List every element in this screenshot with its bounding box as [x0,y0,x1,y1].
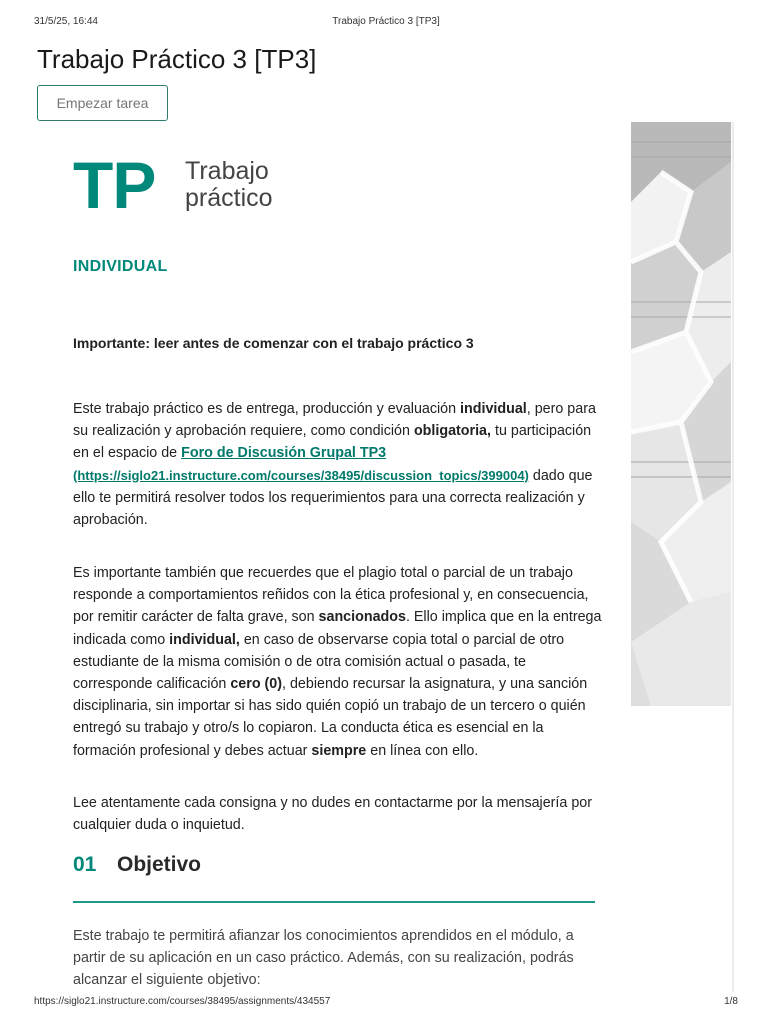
paragraph-objective [73,925,603,992]
print-header [34,16,738,30]
paragraph-contact-text: Lee atentamente cada consigna y no dudes en contactarme por la mensajería por cualquier duda o inquietud. [73,795,592,834]
tp-logo-letters: TP [73,148,156,222]
emphasis: individual [460,401,527,417]
page-title: Trabajo Práctico 3 [TP3] [37,44,317,74]
individual-label: INDIVIDUAL [73,258,168,275]
start-assignment-button[interactable]: Empezar tarea [37,85,168,121]
print-datetime: 31/5/25, 16:44 [34,16,98,27]
print-footer-url: https://siglo21.instructure.com/courses/38495/assignments/434557 [34,996,331,1007]
important-heading: Importante: leer antes de comenzar con el trabajo práctico 3 [73,335,474,351]
section-number: 01 [73,853,97,876]
paragraph-plagiarism [73,562,603,762]
emphasis: obligatoria, [413,423,491,440]
forum-link[interactable]: Foro de Discusión Grupal TP3 [181,445,387,462]
print-page-number: 1/8 [724,996,738,1007]
paragraph-contact [73,792,603,836]
section-heading-objetivo [73,853,595,903]
paragraph-requirements [73,398,603,531]
print-title: Trabajo Práctico 3 [TP3] [332,16,440,27]
tp-logo [73,150,293,220]
banner-architecture-image [631,122,731,706]
paragraph-objective-text: Este trabajo te permitirá afianzar los conocimientos aprendidos en el módulo, a partir de su aplicación en un caso práctico. Además, con su realización, podrás alcanzar el siguiente objetivo: [73,928,574,989]
text: , debiendo recursar la asignatura, y una sanción disciplinaria, sin importar si has sido quién copió un trabajo de un tercero o quién entregó su trabajo y otro/s lo copiaron. La conducta ética es esencial en la formación profesional y debes actuar [73,676,588,759]
emphasis: cero (0) [230,676,283,693]
forum-url-link[interactable]: (https://siglo21.instructure.com/courses/38495/discussion_topics/399004) [73,467,529,483]
text: . Ello implica que en la entrega indicada como [73,609,602,648]
page-scroll-edge [732,122,734,992]
text: , pero para su realización y aprobación requiere, como condición [73,401,596,440]
text: en línea con ello. [366,742,479,759]
tp-logo-word-practico: práctico [185,184,273,212]
section-title: Objetivo [117,853,202,876]
emphasis: individual, [169,631,240,648]
emphasis: siempre [311,742,367,759]
text: tu participación en el espacio de [73,423,592,462]
text: en caso de observarse copia total o parcial de otro estudiante de la misma comisión o de otra comisión actual o pasada, te corresponde calificación [73,631,565,693]
emphasis: sancionados [318,609,406,626]
text: dado que ello te permitirá resolver todos los requerimientos para una correcta realización y aprobación. [73,467,593,529]
tp-logo-word-trabajo: Trabajo [185,157,269,185]
text: Es importante también que recuerdes que el plagio total o parcial de un trabajo responde a comportamientos reñidos con la ética profesional y, en consecuencia, por remitir carácter de falta grave, son [73,565,589,626]
print-footer [34,996,738,1010]
text: Este trabajo práctico es de entrega, producción y evaluación [73,401,461,417]
